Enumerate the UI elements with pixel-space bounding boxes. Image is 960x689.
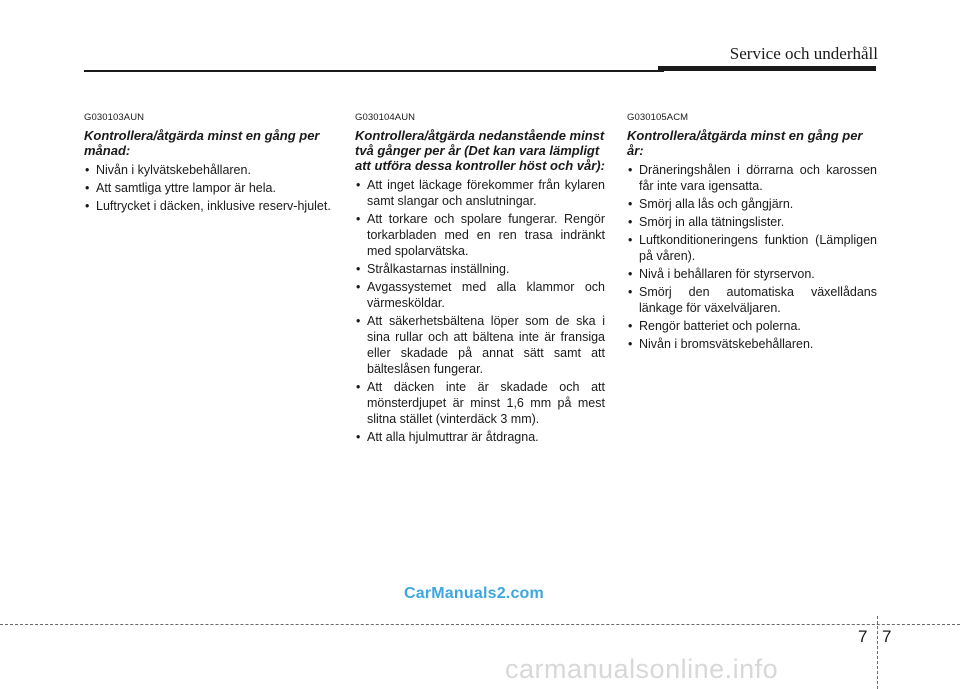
- list-item: • Att torkare och spolare fungerar. Rengör torkarbladen med en ren trasa indränkt med spolarvätska.: [356, 212, 605, 258]
- section-yearly: [627, 112, 877, 354]
- section-heading: Kontrollera/åtgärda nedanstående minst två gånger per år (Det kan vara lämpligt att utföra dessa kontroller höst och vår):: [355, 128, 605, 173]
- list-item: • Att säkerhetsbältena löper som de ska i sina rullar och att bältena inte är fransiga eller skadade på annat sätt samt att bälteslåsen fungerar.: [356, 314, 605, 376]
- bullet-icon: •: [356, 280, 361, 294]
- footer-divider: [877, 616, 878, 689]
- bullet-icon: •: [85, 163, 90, 177]
- bullet-icon: •: [628, 163, 633, 177]
- list-item: • Att alla hjulmuttrar är åtdragna.: [356, 430, 539, 444]
- checklist: [84, 162, 334, 214]
- bullet-icon: •: [356, 314, 361, 328]
- checklist: [355, 177, 605, 445]
- list-item: • Nivån i kylvätskebehållaren.: [85, 163, 251, 177]
- list-item: • Strålkastarnas inställning.: [356, 262, 510, 276]
- section-heading: Kontrollera/åtgärda minst en gång per år:: [627, 128, 863, 158]
- bullet-icon: •: [356, 212, 361, 226]
- bullet-icon: •: [628, 319, 633, 333]
- list-item: • Att däcken inte är skadade och att mönsterdjupet är minst 1,6 mm på mest slitna stället (vinterdäck 3 mm).: [356, 380, 605, 426]
- bullet-icon: •: [356, 178, 361, 192]
- list-item: • Luftrycket i däcken, inklusive reserv-hjulet.: [85, 199, 331, 213]
- bullet-icon: •: [356, 380, 361, 394]
- header-rule-thick: [658, 66, 876, 71]
- watermark-link[interactable]: CarManuals2.com: [404, 585, 544, 602]
- list-item: • Att inget läckage förekommer från kylaren samt slangar och anslutningar.: [356, 178, 605, 208]
- section-heading: Kontrollera/åtgärda minst en gång per månad:: [84, 128, 320, 158]
- list-item: • Att samtliga yttre lampor är hela.: [85, 181, 276, 195]
- bullet-icon: •: [628, 337, 633, 351]
- watermark-text: carmanualsonline.info: [505, 654, 779, 684]
- section-twice-yearly: [355, 112, 605, 447]
- list-item: • Dräneringshålen i dörrarna och karossen får inte vara igensatta.: [628, 163, 877, 193]
- list-item: • Luftkonditioneringens funktion (Lämpligen på våren).: [628, 233, 877, 263]
- bullet-icon: •: [628, 215, 633, 229]
- bullet-icon: •: [628, 197, 633, 211]
- bullet-icon: •: [85, 181, 90, 195]
- bullet-icon: •: [356, 262, 361, 276]
- checklist: [627, 162, 877, 352]
- section-code: G030104AUN: [355, 112, 416, 123]
- header-rule-thin: [84, 70, 664, 72]
- bullet-icon: •: [628, 267, 633, 281]
- footer-rule: [0, 624, 960, 625]
- section-monthly: [84, 112, 334, 216]
- list-item: • Smörj den automatiska växellådans länkage för växelväljaren.: [628, 285, 877, 315]
- bullet-icon: •: [85, 199, 90, 213]
- section-code: G030103AUN: [84, 112, 145, 123]
- page-header-title: Service och underhåll: [729, 44, 878, 63]
- bullet-icon: •: [628, 285, 633, 299]
- bullet-icon: •: [356, 430, 361, 444]
- page-number: 7: [882, 627, 892, 646]
- list-item: • Smörj alla lås och gångjärn.: [628, 197, 794, 211]
- list-item: • Nivå i behållaren för styrservon.: [628, 267, 815, 281]
- list-item: • Nivån i bromsvätskebehållaren.: [628, 337, 814, 351]
- list-item: • Avgassystemet med alla klammor och värmesköldar.: [356, 280, 605, 310]
- list-item: • Smörj in alla tätningslister.: [628, 215, 785, 229]
- chapter-number: 7: [858, 627, 868, 646]
- bullet-icon: •: [628, 233, 633, 247]
- list-item: • Rengör batteriet och polerna.: [628, 319, 801, 333]
- section-code: G030105ACM: [627, 112, 689, 123]
